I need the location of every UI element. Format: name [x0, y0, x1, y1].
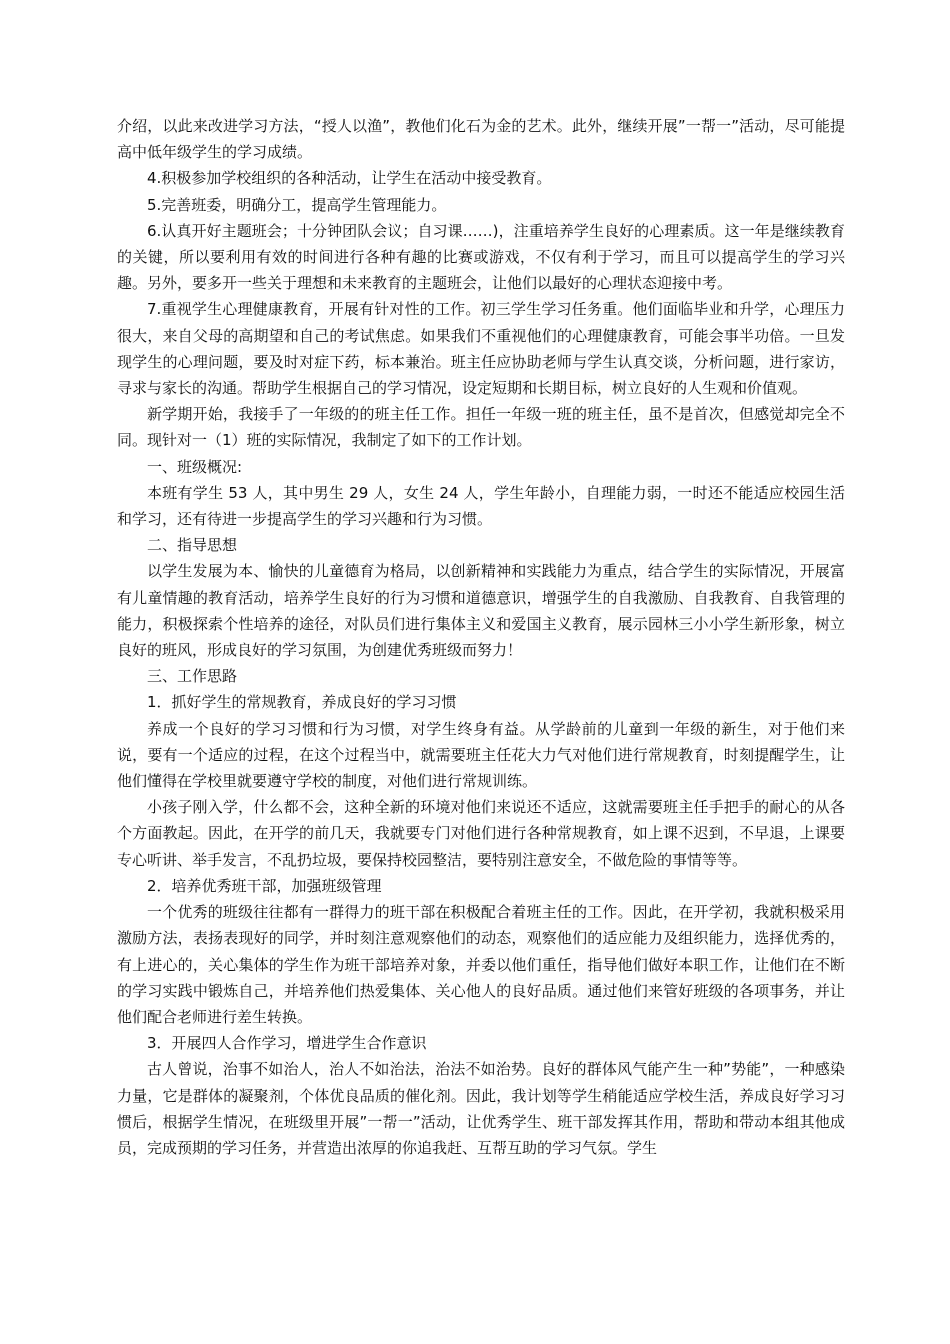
section-heading-class-overview: 一、班级概况:: [147, 457, 243, 476]
paragraph-routine-education-2: 小孩子刚入学，什么都不会，这种全新的环境对他们来说还不适应，这就需要班主任手把手的耐心的从各个方面教起。因此，在开学的前几天，我就要专门对他们进行各种常规教育，如上课不迟到，不早退，上课要专心听讲、举手发言，不乱扔垃圾，要保持校园整洁，要特别注意安全，不做危险的事情等等。: [117, 798, 845, 869]
paragraph-item-4: 4.积极参加学校组织的各种活动，让学生在活动中接受教育。: [147, 169, 552, 188]
paragraph-guiding-ideology: 以学生发展为本、愉快的儿童德育为格局，以创新精神和实践能力为重点，结合学生的实际情况，开展富有儿童情趣的教育活动，培养学生良好的行为习惯和道德意识，增强学生的自我激励、自我教育、自我管理的能力，积极探索个性培养的途径，对队员们进行集体主义和爱国主义教育，展示园林三小小学生新形象，树立良好的班风，形成良好的学习氛围，为创建优秀班级而努力！: [117, 562, 845, 660]
paragraph-intro: 新学期开始，我接手了一年级的的班主任工作。担任一年级一班的班主任，虽不是首次，但感觉却完全不同。现针对一（1）班的实际情况，我制定了如下的工作计划。: [117, 405, 845, 450]
section-heading-work-approach: 三、工作思路: [147, 667, 238, 686]
paragraph-class-cadres: 一个优秀的班级往往都有一群得力的班干部在积极配合着班主任的工作。因此，在开学初，我就积极采用激励方法，表扬表现好的同学，并时刻注意观察他们的动态，观察他们的适应能力及组织能力，选择优秀的，有上进心的，关心集体的学生作为班干部培养对象，并委以他们重任，指导他们做好本职工作，让他们在不断的学习实践中锻炼自己，并培养他们热爱集体、关心他人的良好品质。通过他们来管好班级的各项事务，并让他们配合老师进行差生转换。: [117, 903, 845, 1026]
document-body: [117, 113, 845, 1161]
section-heading-guiding-ideology: 二、指导思想: [147, 536, 238, 555]
paragraph-item-6: 6.认真开好主题班会；十分钟团队会议；自习课……)，注重培养学生良好的心理素质。这一年是继续教育的关键，所以要利用有效的时间进行各种有趣的比赛或游戏，不仅有利于学习，而且可以提高学生的学习兴趣。另外，要多开一些关于理想和未来教育的主题班会，让他们以最好的心理状态迎接中考。: [117, 221, 845, 293]
paragraph-item-5: 5.完善班委，明确分工，提高学生管理能力。: [147, 195, 447, 214]
subheading-cooperative-learning: 3．开展四人合作学习，增进学生合作意识: [147, 1034, 427, 1053]
subheading-routine-education: 1．抓好学生的常规教育，养成良好的学习习惯: [147, 693, 457, 712]
paragraph-cooperative-learning: 古人曾说，治事不如治人，治人不如治法，治法不如治势。良好的群体风气能产生一种”势能”，一种感染力量，它是群体的凝聚剂，个体优良品质的催化剂。因此，我计划等学生稍能适应学校生活，养成良好学习习惯后，根据学生情况，在班级里开展”一帮一”活动，让优秀学生、班干部发挥其作用，帮助和带动本组其他成员，完成预期的学习任务，并营造出浓厚的你追我赶、互帮互助的学习气氛。学生: [117, 1060, 845, 1157]
paragraph-continuation: 介绍，以此来改进学习方法，“授人以渔”，教他们化石为金的艺术。此外，继续开展”一帮一”活动，尽可能提高中低年级学生的学习成绩。: [117, 117, 845, 162]
paragraph-item-7: 7.重视学生心理健康教育，开展有针对性的工作。初三学生学习任务重。他们面临毕业和升学，心理压力很大，来自父母的高期望和自己的考试焦虑。如果我们不重视他们的心理健康教育，可能会事半功倍。一旦发现学生的心理问题，要及时对症下药，标本兼治。班主任应协助老师与学生认真交谈，分析问题，进行家访，寻求与家长的沟通。帮助学生根据自己的学习情况，设定短期和长期目标，树立良好的人生观和价值观。: [117, 300, 845, 398]
paragraph-routine-education-1: 养成一个良好的学习习惯和行为习惯，对学生终身有益。从学龄前的儿童到一年级的新生，对于他们来说，要有一个适应的过程，在这个过程当中，就需要班主任花大力气对他们进行常规教育，时刻提醒学生，让他们懂得在学校里就要遵守学校的制度，对他们进行常规训练。: [117, 719, 845, 791]
paragraph-class-overview: 本班有学生 53 人，其中男生 29 人，女生 24 人，学生年龄小，自理能力弱，一时还不能适应校园生活和学习，还有待进一步提高学生的学习兴趣和行为习惯。: [117, 483, 845, 529]
subheading-class-cadres: 2．培养优秀班干部，加强班级管理: [147, 876, 382, 895]
